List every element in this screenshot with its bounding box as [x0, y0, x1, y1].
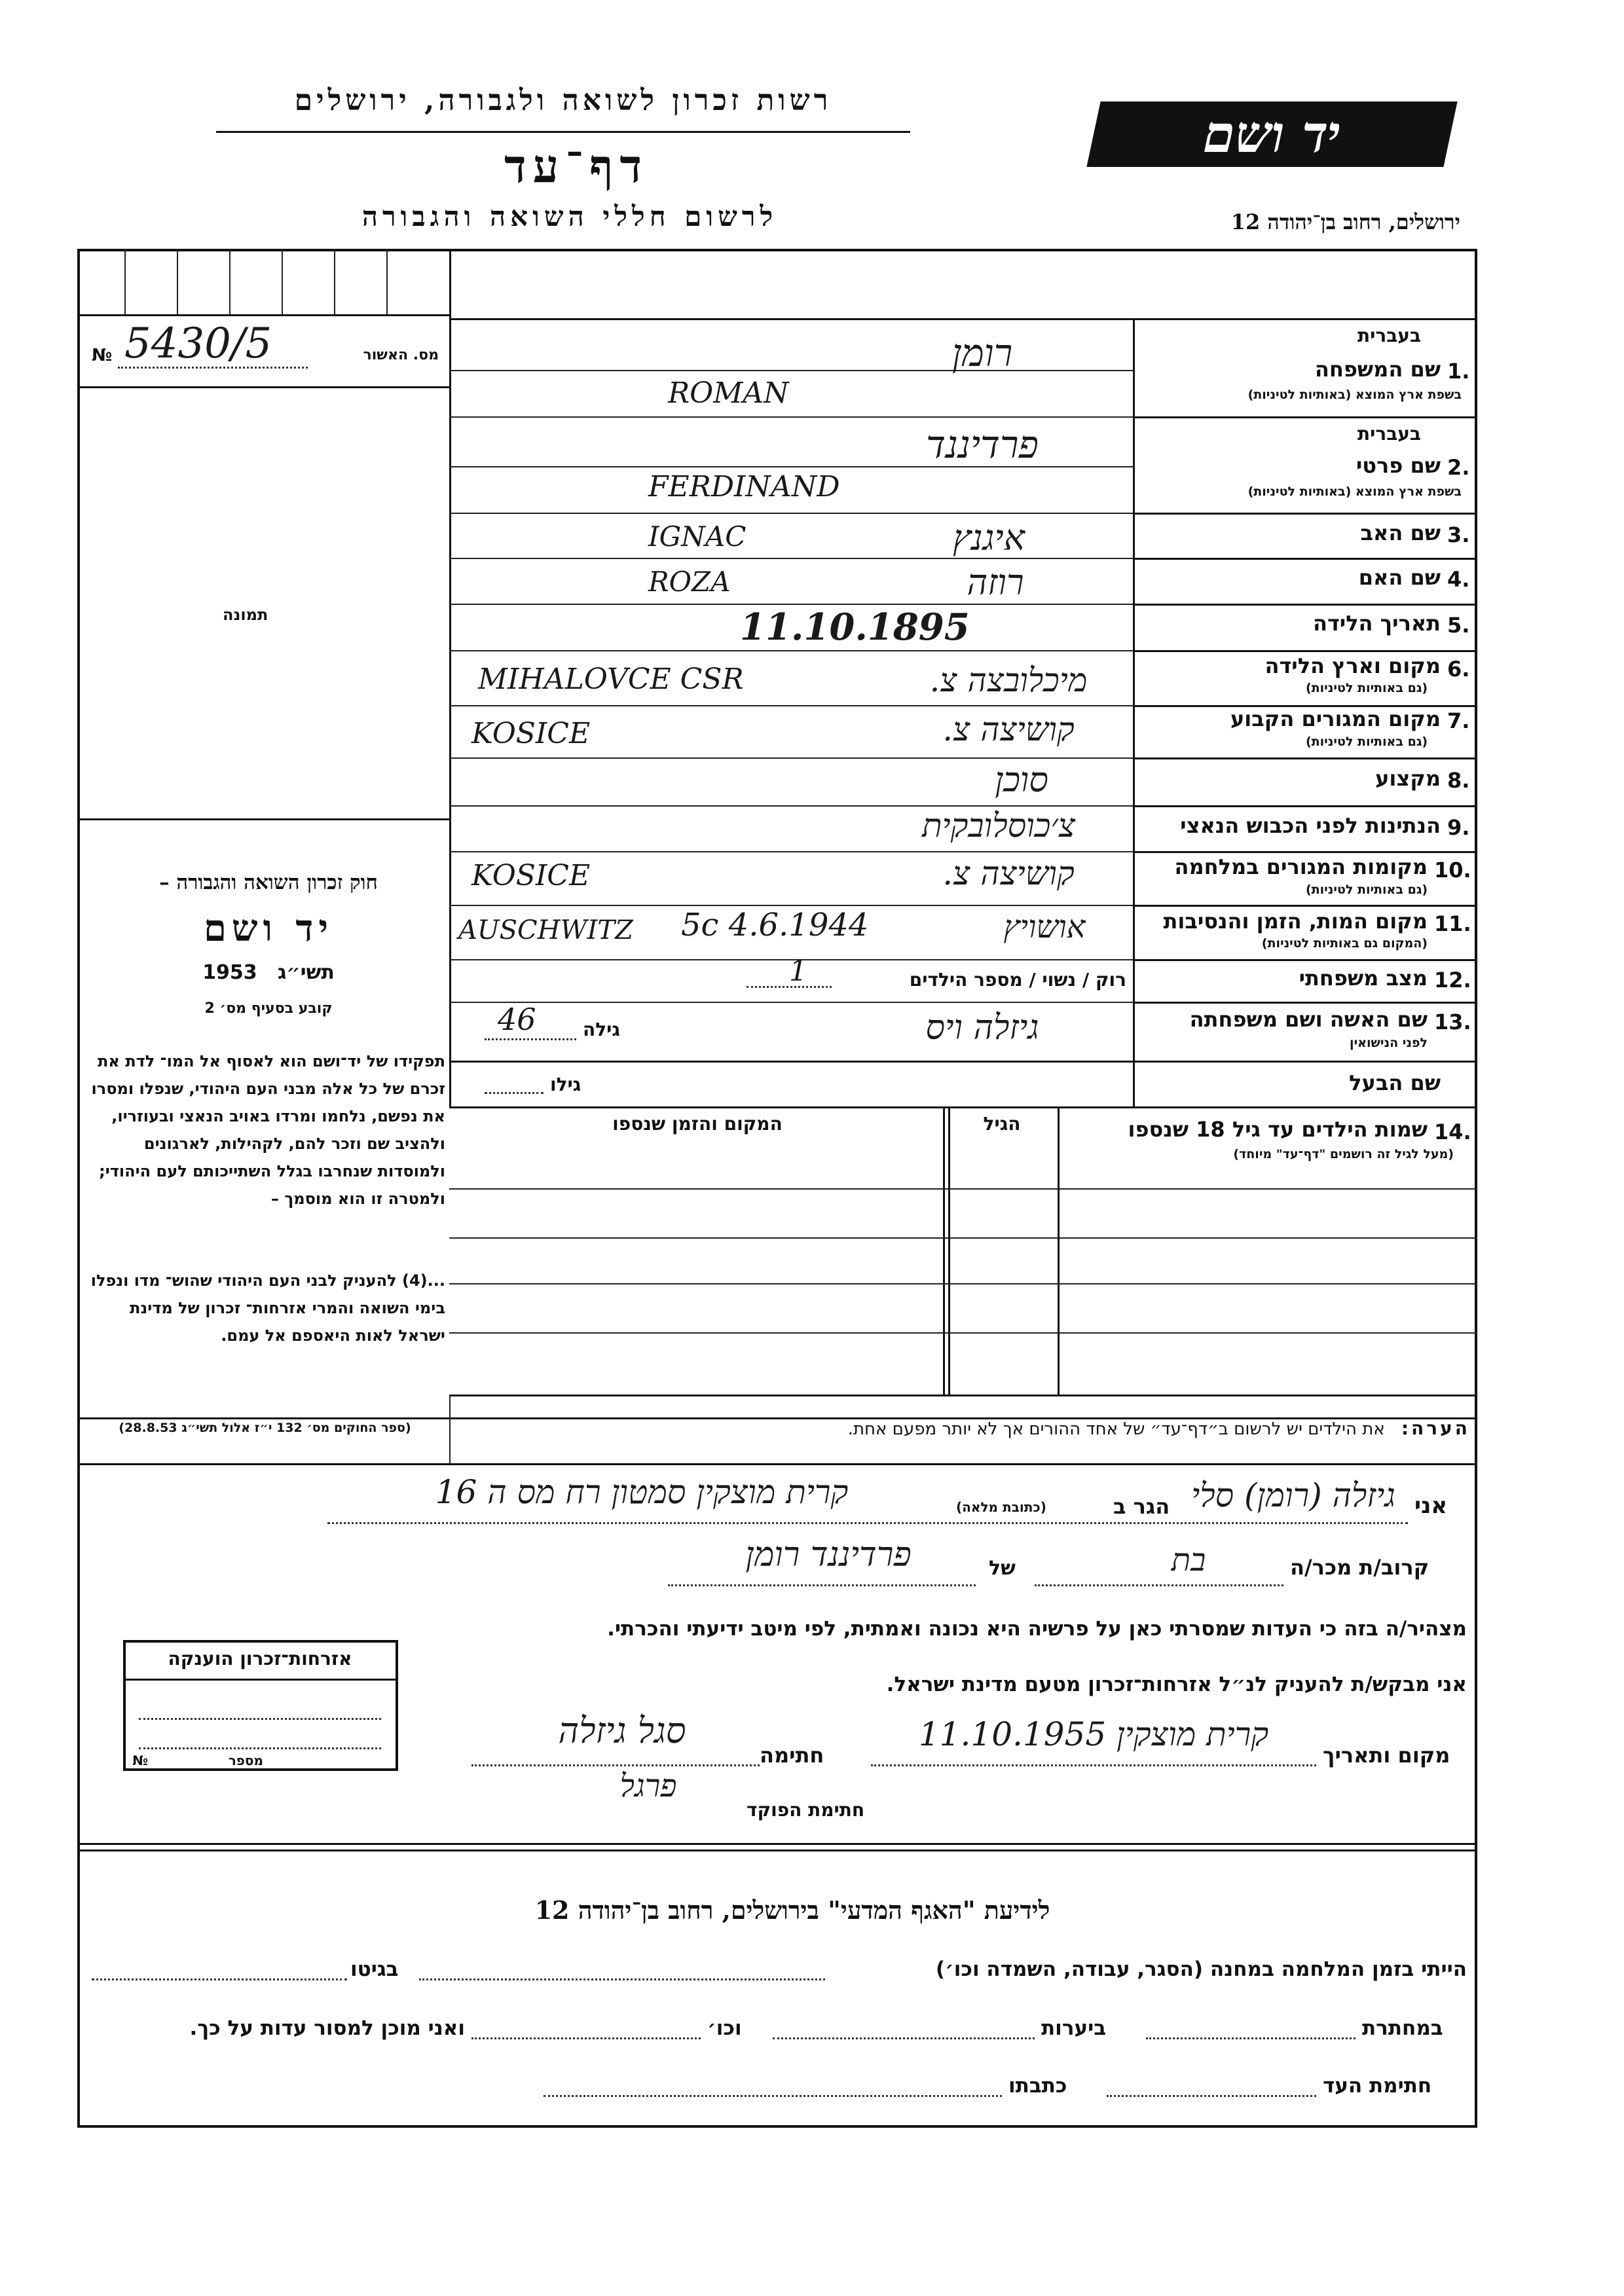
declaration-relative-label: קרוב/ת מכר/ה	[1290, 1555, 1430, 1580]
field-5-value[interactable]: 11.10.1895	[740, 606, 970, 649]
footer-camp-label: הייתי בזמן המלחמה במחנה (הסגר, עבודה, השמדה וכו׳)	[935, 1958, 1467, 1981]
field-10-sublabel: (גם באותיות לטיניות)	[1305, 883, 1428, 897]
citizenship-box	[123, 1640, 398, 1771]
field-9-hebrew-value[interactable]: צ׳כוסלובקית	[921, 807, 1076, 845]
field-4-hebrew-value[interactable]: רוזה	[967, 562, 1024, 603]
field-8-label: מקצוע	[1375, 766, 1441, 791]
field-6-label: מקום וארץ הלידה	[1264, 653, 1441, 678]
citizenship-number-prefix: №	[132, 1753, 149, 1768]
declaration-resides-label: הגר ב	[1113, 1494, 1170, 1519]
field-1-lang-label: בעברית	[1357, 325, 1421, 346]
field-1-hebrew-value[interactable]: רומן	[951, 331, 1013, 375]
address: ירושלים, רחוב בן־יהודה 12	[1230, 210, 1460, 234]
field-12-status-text: רוק / נשוי / מספר הילדים	[909, 969, 1126, 991]
declaration-address-value[interactable]: קרית מוצקין סמטון רח מס ה 16	[435, 1473, 849, 1511]
field-9-number: 9.	[1447, 815, 1470, 840]
law-name: יד ושם	[203, 907, 334, 950]
citizenship-box-title: אזרחות־זכרון הוענקה	[168, 1648, 352, 1669]
law-year-hebrew: תשי״ג	[278, 961, 335, 984]
field-1-sublabel: בשפת ארץ המוצא (באותיות לטיניות)	[1247, 388, 1462, 402]
field-12-label: מצב משפחתי	[1299, 966, 1428, 991]
law-clause: קובע בסעיף מס׳ 2	[204, 1000, 333, 1017]
field-7-label: מקום המגורים הקבוע	[1230, 706, 1441, 731]
field-2-label: שם פרטי	[1356, 453, 1441, 478]
declaration-address-hint: (כתובת מלאה)	[956, 1499, 1046, 1515]
field-11-latin-value[interactable]: AUSCHWITZ	[458, 915, 633, 945]
field-11-number: 11.	[1434, 911, 1471, 936]
field-14-number: 14.	[1434, 1120, 1471, 1144]
citizenship-number-label: מספר	[228, 1753, 263, 1768]
field-1-number: 1.	[1447, 359, 1470, 384]
field-10-label: מקומות המגורים במלחמה	[1174, 854, 1428, 879]
field-9-label: הנתינות לפני הכבוש הנאצי	[1180, 813, 1441, 838]
field-12-children-value[interactable]: 1	[789, 955, 807, 988]
field-8-hebrew-value[interactable]: סוכן	[995, 761, 1048, 800]
field-2-hebrew-value[interactable]: פרדיננד	[926, 422, 1039, 467]
field-4-number: 4.	[1447, 567, 1470, 592]
field-6-sublabel: (גם באותיות לטיניות)	[1305, 681, 1428, 695]
field-1-label: שם המשפחה	[1314, 357, 1441, 382]
field-3-number: 3.	[1447, 522, 1470, 547]
field-11-hebrew-value[interactable]: אושויץ	[1003, 909, 1086, 945]
field-6-number: 6.	[1447, 657, 1470, 682]
declaration-of-label: של	[989, 1557, 1016, 1580]
declaration-of-value[interactable]: פרדיננד רומן	[745, 1535, 912, 1575]
approval-no-prefix: №	[92, 346, 113, 365]
husband-label: שם הבעל	[1349, 1070, 1441, 1095]
approval-number[interactable]: 5430/5	[124, 319, 272, 368]
field-5-label: תאריך הלידה	[1312, 611, 1441, 636]
footer-testimony-text: ואני מוכן למסור עדות על כך.	[189, 2016, 465, 2040]
law-text: תפקידו של יד־ושם הוא לאסוף אל המו־ לדת את זכרם של כל אלה מבני העם היהודי, שנפלו ומסרו את נפשם, נלחמו ומרדו באויב הנאצי ובעוזריו, ולהציב שם וזכר להם, לקהילות, לארגונים ולמוסדות שנחרבו בגלל השתייכותם לעם היהודי; ולמטרה זו הוא מוסמך –	[91, 1052, 445, 1208]
law-source: (ספר החוקים מס׳ 132 י״ז אלול תשי״ג 28.8.53)	[119, 1421, 411, 1435]
children-col-age: הגיל	[983, 1113, 1021, 1135]
declaration-relation-value[interactable]: בת	[1171, 1542, 1206, 1578]
field-4-label: שם האם	[1358, 565, 1441, 590]
place-date-label: מקום ותאריך	[1323, 1743, 1450, 1768]
field-10-latin-value[interactable]: KOSICE	[471, 859, 591, 892]
field-6-hebrew-value[interactable]: מיכלובצה צ.	[929, 661, 1088, 699]
declaration-i-label: אני	[1414, 1493, 1448, 1519]
field-11-sublabel: (המקום גם באותיות לטיניות)	[1261, 936, 1428, 951]
field-3-label: שם האב	[1360, 520, 1441, 545]
field-11-label: מקום המות, הזמן והנסיבות	[1163, 909, 1428, 934]
footer-address-label: כתבתו	[1008, 2074, 1067, 2098]
form-title: דף־עד	[504, 139, 648, 193]
field-3-latin-value[interactable]: IGNAC	[648, 520, 747, 553]
form-subtitle: לרשום חללי השואה והגבורה	[361, 200, 778, 232]
logo-text: יד ושם	[1197, 104, 1347, 164]
footer-forests-label: ביערות	[1041, 2016, 1107, 2040]
footer-etc-label: וכו׳	[707, 2016, 742, 2040]
field-13-label: שם האשה ושם משפחתה	[1189, 1007, 1428, 1032]
signature-label: חתימה	[760, 1743, 824, 1768]
field-13-age-label: גילה	[583, 1019, 620, 1040]
field-7-number: 7.	[1447, 708, 1470, 733]
field-12-number: 12.	[1434, 968, 1471, 993]
organization-line: רשות זכרון לשואה ולגבורה, ירושלים	[294, 84, 832, 117]
children-col-place: המקום והזמן שנספו	[612, 1113, 783, 1135]
officer-signature-label: חתימת הפוקד	[747, 1799, 865, 1821]
law-year-number: 1953	[202, 961, 257, 984]
husband-age-label: גילו	[550, 1074, 581, 1095]
field-13-age-value[interactable]: 46	[498, 1002, 536, 1037]
declarant-name[interactable]: גיזלה (רומן) סלי	[1191, 1476, 1395, 1514]
field-7-sublabel: (גם באותיות לטיניות)	[1305, 735, 1428, 749]
field-7-hebrew-value[interactable]: קושיצה צ.	[942, 710, 1075, 748]
field-3-hebrew-value[interactable]: איגנץ	[952, 517, 1025, 558]
field-2-lang-label: בעברית	[1357, 423, 1421, 445]
declaration-statement-2: אני מבקש/ת להעניק לנ״ל אזרחות־זכרון מטעם מדינת ישראל.	[886, 1673, 1467, 1696]
approval-label: מס. האשור	[363, 347, 439, 363]
field-6-latin-value[interactable]: MIHALOVCE CSR	[478, 663, 744, 696]
field-7-latin-value[interactable]: KOSICE	[471, 717, 591, 750]
declaration-statement-1: מצהיר/ה בזה כי העדות שמסרתי כאן על פרשיה היא נכונה ואמתית, לפי מיטב ידיעתי והכרתי.	[607, 1617, 1467, 1641]
field-1-latin-value[interactable]: ROMAN	[668, 376, 789, 410]
children-table-sublabel: (מעל לגיל זה רושמים "דף־עד" מיוחד)	[1233, 1147, 1454, 1161]
footer-ghetto-label: בגיטו	[350, 1958, 399, 1981]
yad-vashem-logo	[1086, 101, 1457, 167]
law-text-clause-4: ...(4) להעניק לבני העם היהודי שהוש־ מדו ונפלו בימי השואה והמרי אזרחות־ זכרון של מדינת ישראל לאות היאספם אל עמם.	[90, 1271, 445, 1345]
field-10-number: 10.	[1434, 858, 1471, 883]
officer-signature-value[interactable]: פרגל	[619, 1768, 677, 1804]
law-year	[92, 961, 445, 984]
note-label: הערה:	[1401, 1417, 1470, 1439]
field-2-sublabel: בשפת ארץ המוצא (באותיות לטיניות)	[1247, 484, 1462, 499]
children-table-label: שמות הילדים עד גיל 18 שנספו	[1128, 1117, 1428, 1142]
field-2-number: 2.	[1447, 455, 1470, 480]
field-4-latin-value[interactable]: ROZA	[648, 566, 731, 598]
note-text: את הילדים יש לרשום ב״דף־עד״ של אחד ההורים אך לא יותר מפעם אחת.	[847, 1419, 1385, 1439]
field-2-latin-value[interactable]: FERDINAND	[648, 470, 840, 503]
field-13-number: 13.	[1434, 1010, 1471, 1034]
footer-title: לידיעת "האגף המדעי" בירושלים, רחוב בן־יהודה 12	[534, 1895, 1050, 1925]
field-11-date-value[interactable]: 5c 4.6.1944	[681, 907, 869, 943]
field-5-number: 5.	[1447, 613, 1470, 638]
footer-witness-signature-label: חתימת העד	[1323, 2074, 1432, 2098]
note-row	[452, 1417, 1470, 1463]
field-8-number: 8.	[1447, 768, 1470, 793]
citizenship-box-number	[132, 1753, 388, 1768]
place-date-value[interactable]: קרית מוצקין 11.10.1955	[918, 1715, 1269, 1753]
org-underline	[216, 131, 910, 133]
field-13-hebrew-value[interactable]: גיזלה ויס	[925, 1008, 1039, 1048]
signature-value[interactable]: סגל גיזלה	[558, 1710, 686, 1751]
photo-label: תמונה	[223, 606, 268, 624]
law-title: חוק זכרון השואה והגבורה –	[159, 871, 378, 894]
field-13-sublabel: לפני הנישואין	[1350, 1036, 1428, 1050]
field-10-hebrew-value[interactable]: קושיצה צ.	[942, 854, 1075, 892]
footer-underground-label: במחתרת	[1362, 2016, 1443, 2040]
